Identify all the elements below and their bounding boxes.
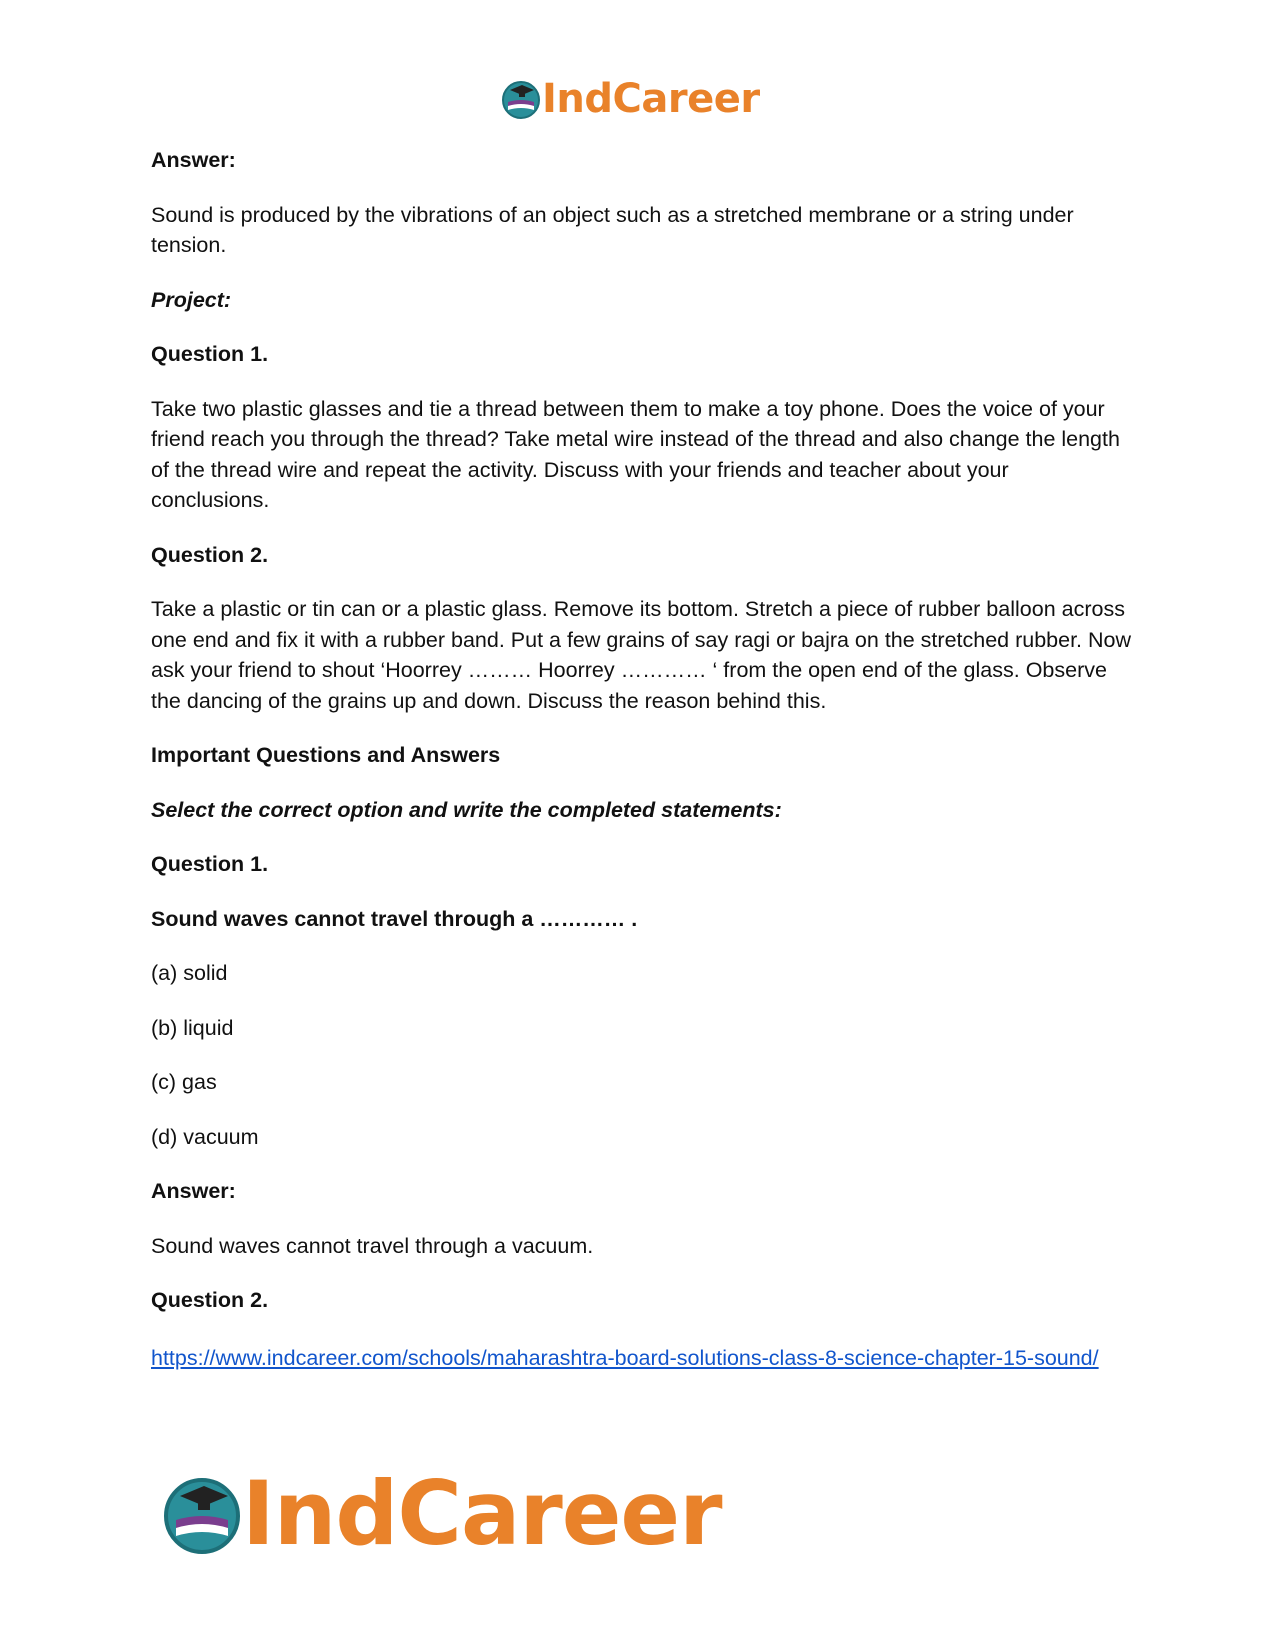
project-heading: Project: xyxy=(151,287,232,312)
answer-text: Sound waves cannot travel through a vacuum. xyxy=(151,1233,594,1258)
globe-book-icon xyxy=(500,78,542,120)
question-heading: Question 1. xyxy=(151,852,269,876)
option-item: (a) solid xyxy=(151,961,228,985)
answer-heading: Answer: xyxy=(151,148,236,172)
logo-wordmark: IndCareer xyxy=(542,76,760,122)
answer-heading: Answer: xyxy=(151,1179,236,1203)
header-logo xyxy=(500,78,760,120)
question-heading: Question 2. xyxy=(151,542,269,567)
option-item: (d) vacuum xyxy=(151,1124,259,1149)
option-item: (c) gas xyxy=(151,1070,217,1094)
question-text: Sound waves cannot travel through a ………… . xyxy=(151,906,638,931)
instruction-text: Select the correct option and write the completed statements: xyxy=(151,797,782,822)
source-link[interactable]: https://www.indcareer.com/schools/maharashtra-board-solutions-class-8-science-chapter-15-sound/ xyxy=(151,1345,1099,1370)
globe-book-icon xyxy=(160,1472,244,1556)
answer-text: Sound is produced by the vibrations of an object such as a stretched membrane or a string under tension. xyxy=(151,202,1074,257)
question-heading: Question 1. xyxy=(151,342,269,366)
question-text: Take a plastic or tin can or a plastic glass. Remove its bottom. Stretch a piece of rubber balloon across one end and fix it with a rubber band. Put a few grains of say ragi or bajra on the stretched rubber. Now ask your friend to shout ‘Hoorrey ……… Hoorrey ………… ‘ from the open end of the glass. Observe the dancing of the grains up and down. Discuss the reason behind this. xyxy=(151,597,1132,713)
footer-logo xyxy=(160,1462,722,1565)
section-heading: Important Questions and Answers xyxy=(151,743,501,767)
logo-wordmark: IndCareer xyxy=(242,1462,722,1565)
document-body xyxy=(151,145,1131,1376)
option-item: (b) liquid xyxy=(151,1015,234,1040)
question-text: Take two plastic glasses and tie a thread between them to make a toy phone. Does the voice of your friend reach you through the thread? Take metal wire instead of the thread and also change the length of the thread wire and repeat the activity. Discuss with your friends and teacher about your conclusions. xyxy=(151,396,1120,512)
question-heading: Question 2. xyxy=(151,1288,269,1312)
